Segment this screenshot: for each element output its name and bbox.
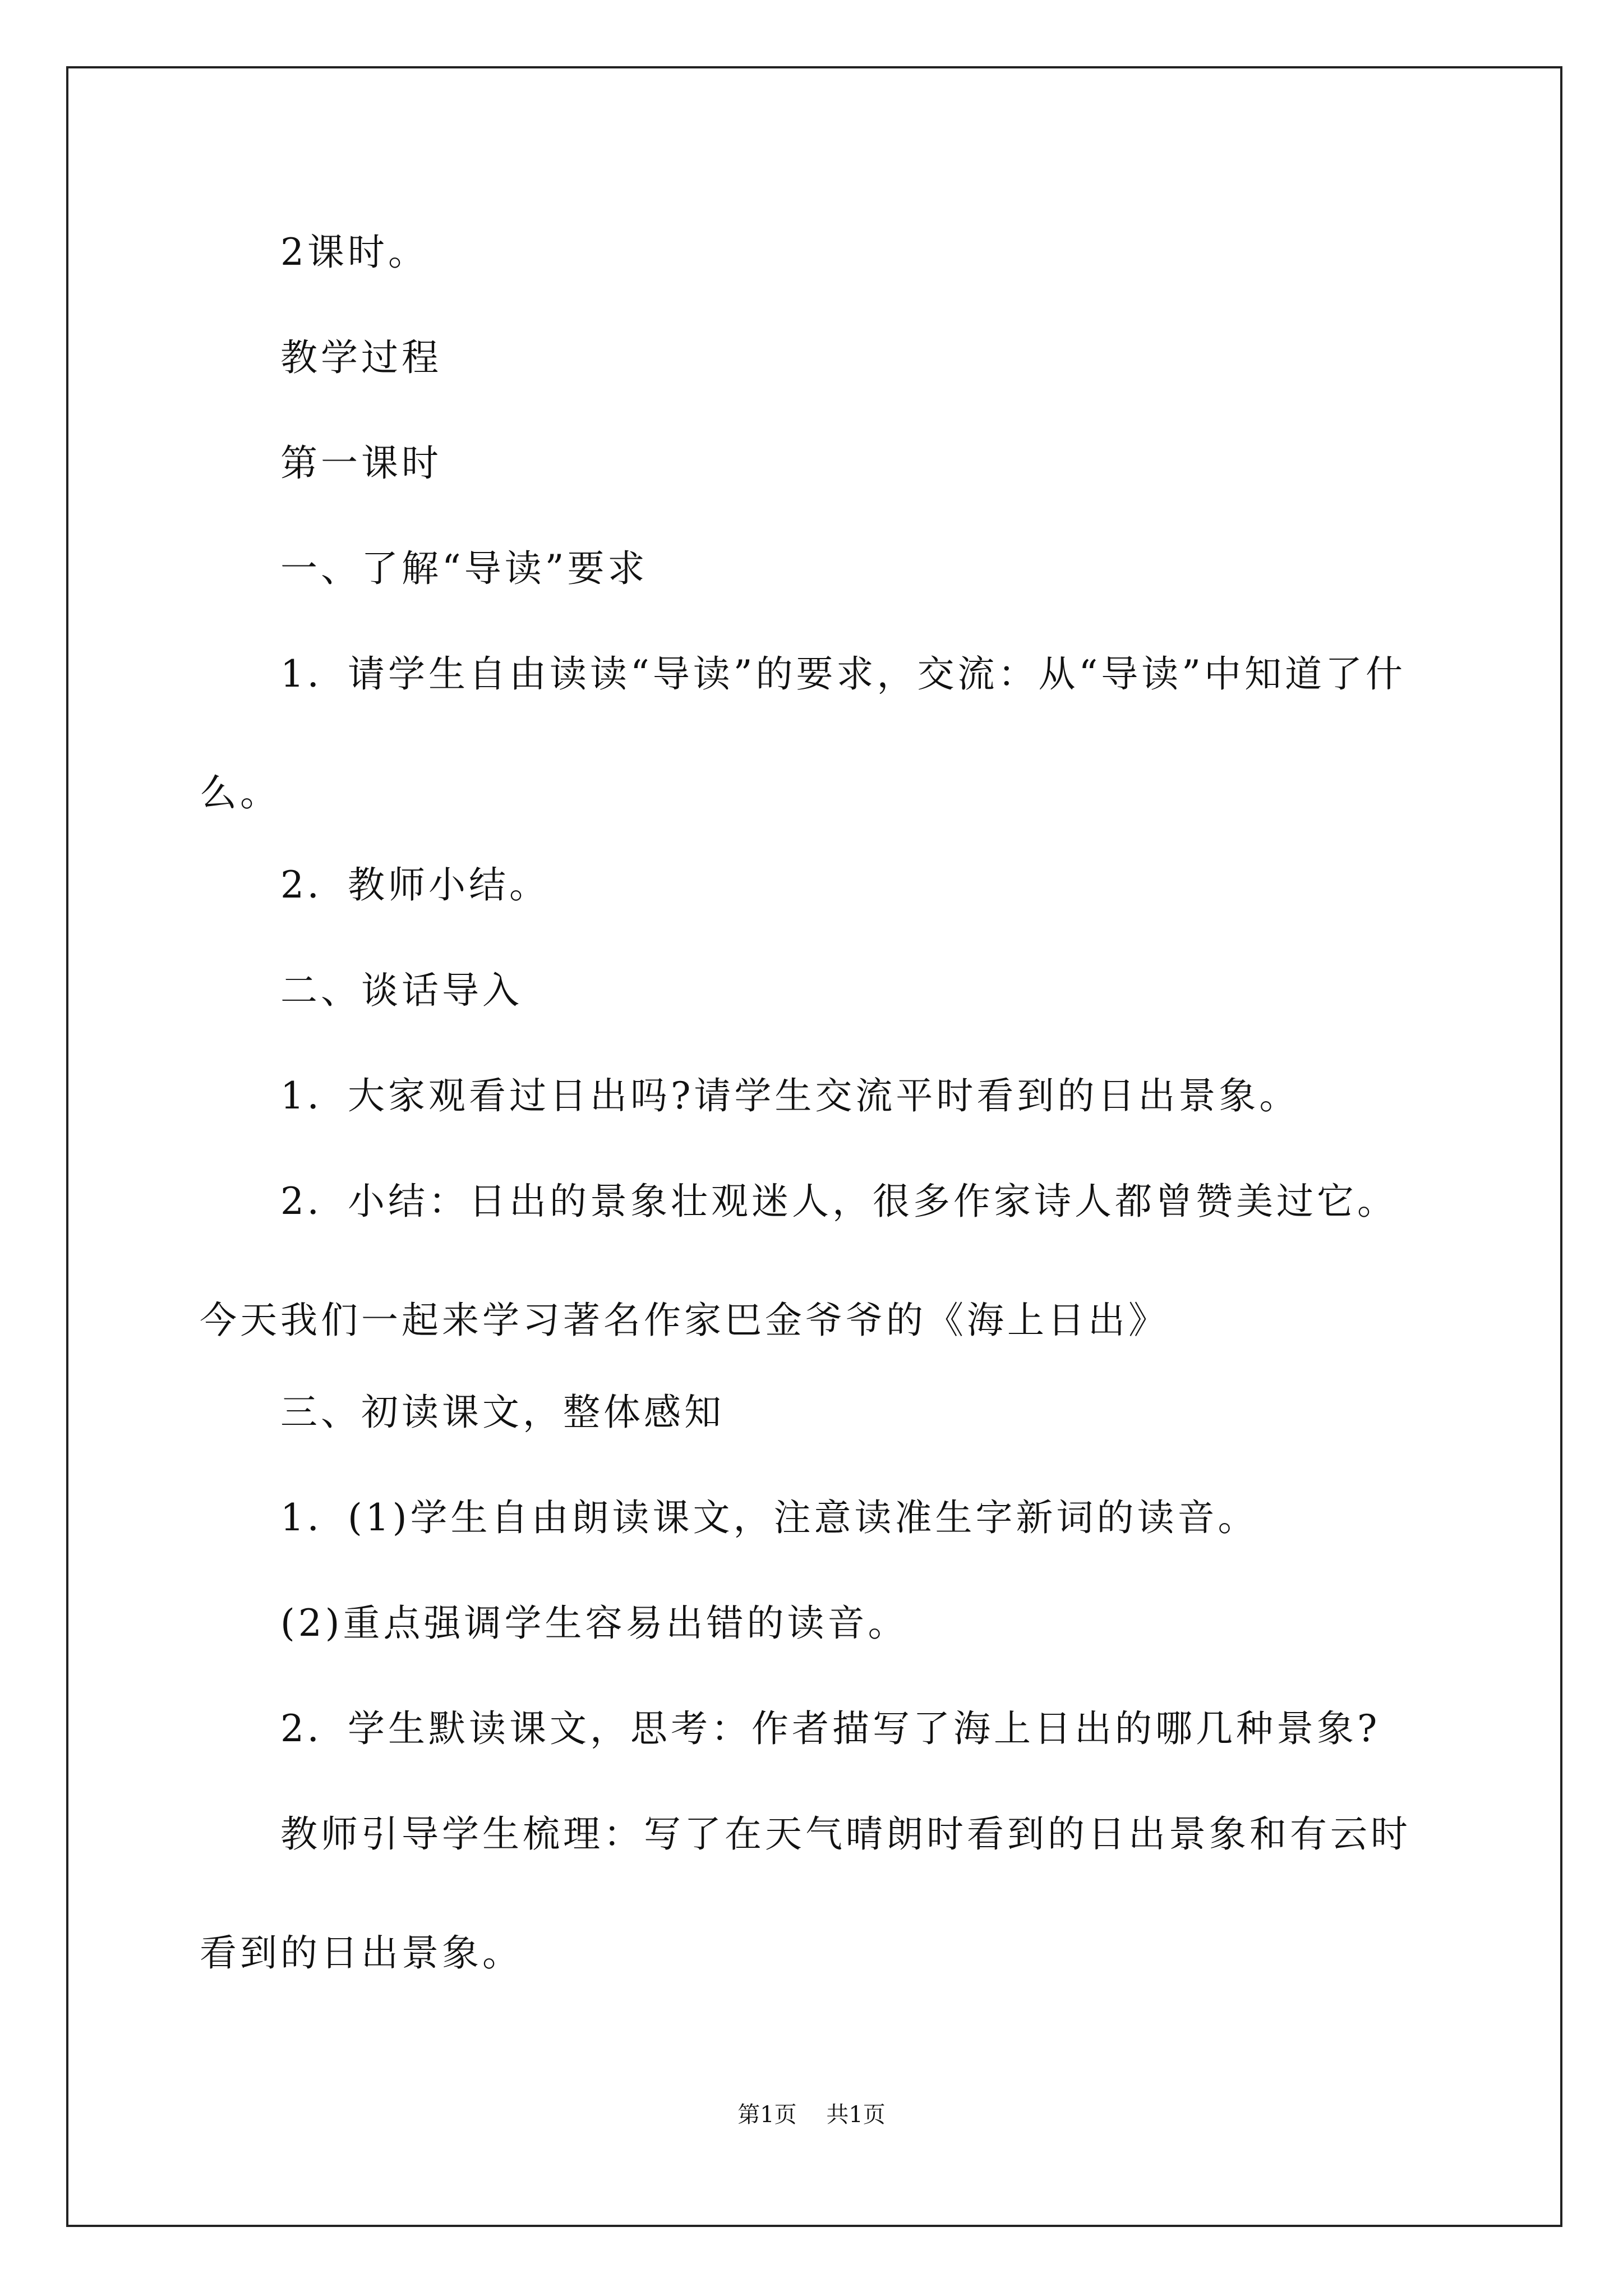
page-footer xyxy=(0,2098,1623,2132)
page-number: 第1页 xyxy=(737,2102,797,2128)
page-total: 共1页 xyxy=(826,2102,886,2128)
heading-1: 一、了解“导读”要求 xyxy=(280,547,648,590)
paragraph-8: 1．(1)学生自由朗读课文，注意读准生字新词的读音。 xyxy=(280,1496,1258,1539)
paragraph-3: 第一课时 xyxy=(280,441,442,485)
paragraph-7: 2．小结：日出的景象壮观迷人，很多作家诗人都曾赞美过它。今天我们一起来学习著名作家巴金爷爷的《海上日出》 xyxy=(200,1180,1398,1342)
paragraph-11: 教师引导学生梳理：写了在天气晴朗时看到的日出景象和有云时看到的日出景象。 xyxy=(200,1812,1411,1975)
heading-3: 三、初读课文，整体感知 xyxy=(280,1391,725,1434)
paragraph-6: 1．大家观看过日出吗?请学生交流平时看到的日出景象。 xyxy=(280,1074,1300,1117)
heading-2: 二、谈话导入 xyxy=(280,969,523,1012)
paragraph-4: 1．请学生自由读读“导读”的要求，交流：从“导读”中知道了什么。 xyxy=(200,652,1406,815)
paragraph-1: 2课时。 xyxy=(280,231,428,274)
paragraph-5: 2．教师小结。 xyxy=(280,863,550,907)
paragraph-2: 教学过程 xyxy=(280,336,442,379)
paragraph-10: 2．学生默读课文，思考：作者描写了海上日出的哪几种景象? xyxy=(280,1707,1381,1750)
paragraph-9: (2)重点强调学生容易出错的读音。 xyxy=(280,1602,909,1645)
